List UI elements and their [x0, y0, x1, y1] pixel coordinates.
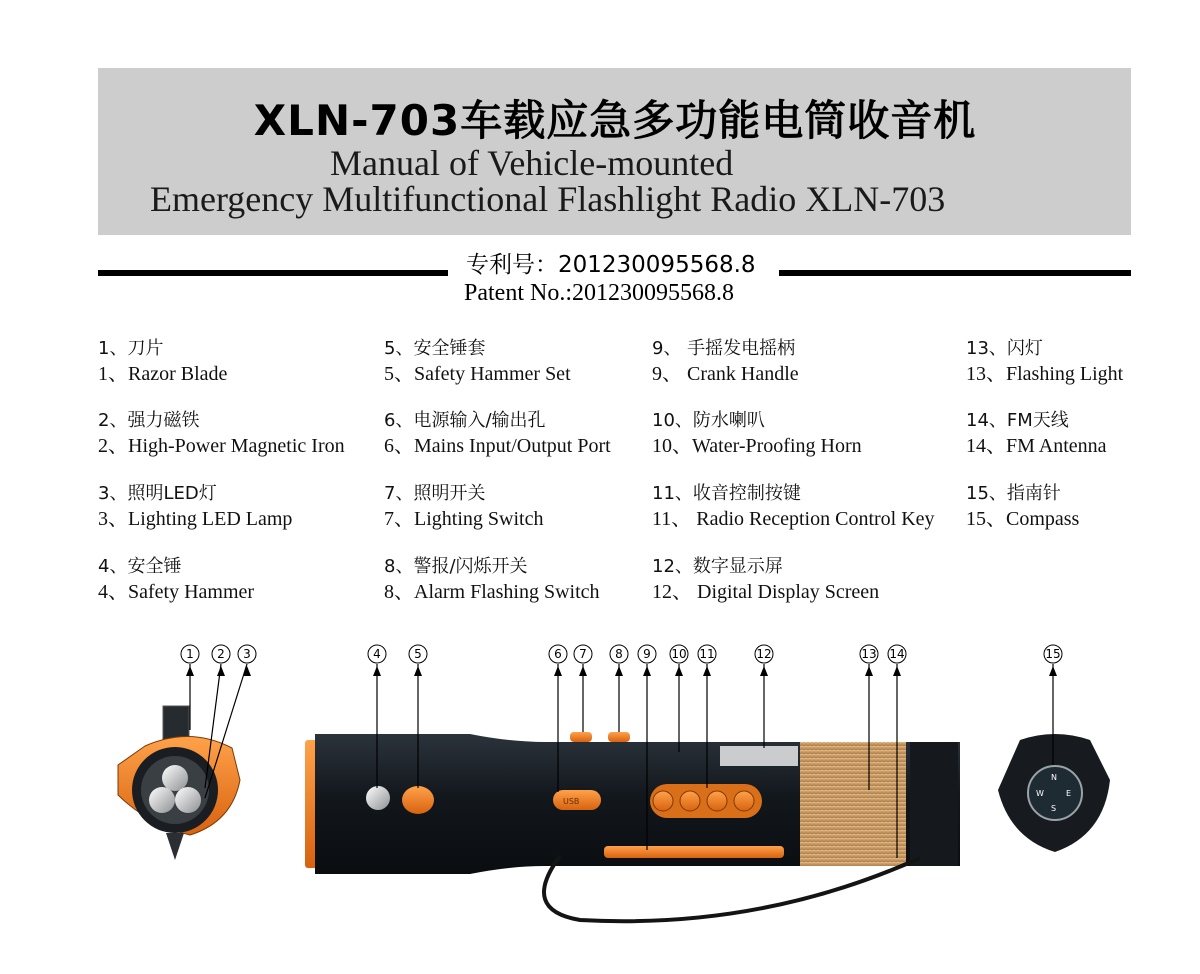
- arrow-head-icon: [217, 666, 225, 676]
- part-label-en: 13、Flashing Light: [966, 363, 1124, 385]
- callout-number: 4: [373, 647, 381, 661]
- part-label-en: 3、Lighting LED Lamp: [98, 508, 293, 530]
- radio-key[interactable]: [680, 791, 700, 811]
- part-label-cn: 6、电源输入/输出孔: [384, 410, 546, 431]
- compass-letter: N: [1051, 773, 1057, 782]
- patent-number-chinese: 专利号：201230095568.8: [466, 252, 756, 278]
- led-lamp-icon: [175, 787, 201, 813]
- part-label-en: 11、 Radio Reception Control Key: [652, 508, 935, 530]
- callout-number: 9: [643, 647, 651, 661]
- arrow-head-icon: [865, 666, 873, 676]
- part-5: [384, 336, 571, 386]
- part-label-en: 7、Lighting Switch: [384, 508, 544, 530]
- arrow-head-icon: [186, 666, 194, 676]
- part-label-cn: 9、 手摇发电摇柄: [652, 338, 796, 359]
- part-label-en: 14、FM Antenna: [966, 435, 1107, 457]
- arrow-head-icon: [615, 666, 623, 676]
- callout-12: [755, 645, 773, 748]
- part-label-cn: 2、强力磁铁: [98, 410, 200, 431]
- part-7: [384, 481, 543, 531]
- part-label-en: 6、Mains Input/Output Port: [384, 435, 611, 457]
- part-label-en: 2、High-Power Magnetic Iron: [98, 435, 345, 457]
- part-label-cn: 15、指南针: [966, 483, 1061, 504]
- part-8: [384, 554, 600, 604]
- title-english-line1: Manual of Vehicle-mounted: [330, 143, 734, 183]
- part-2: [98, 408, 345, 458]
- radio-key[interactable]: [707, 791, 727, 811]
- patent-number-english: Patent No.:201230095568.8: [464, 280, 734, 306]
- part-label-cn: 3、照明LED灯: [98, 483, 217, 504]
- safety-hammer-cover[interactable]: [402, 786, 434, 814]
- part-label-en: 12、 Digital Display Screen: [652, 581, 880, 603]
- part-9: [652, 336, 799, 386]
- callout-number: 11: [699, 647, 715, 661]
- part-12: [652, 554, 879, 604]
- arrow-head-icon: [675, 666, 683, 676]
- callout-number: 8: [615, 647, 623, 661]
- title-english-line2: Emergency Multifunctional Flashlight Radio XLN-703: [150, 179, 946, 219]
- part-4: [98, 554, 254, 604]
- part-14: [966, 408, 1107, 458]
- arrow-head-icon: [703, 666, 711, 676]
- radio-key[interactable]: [653, 791, 673, 811]
- compass-letter: W: [1036, 789, 1044, 798]
- part-label-cn: 13、闪灯: [966, 338, 1043, 359]
- part-label-cn: 11、收音控制按键: [652, 483, 801, 504]
- callout-number: 1: [186, 647, 194, 661]
- tail-view-compass: [998, 734, 1110, 852]
- led-lamp-icon: [162, 765, 188, 791]
- arrow-head-icon: [373, 666, 381, 676]
- patent-rule-left: [98, 270, 448, 276]
- callout-number: 14: [889, 647, 905, 661]
- alarm-switch-button[interactable]: [608, 732, 630, 742]
- arrow-head-icon: [579, 666, 587, 676]
- arrow-head-icon: [1049, 666, 1057, 676]
- glass-breaker-tip: [166, 833, 184, 860]
- knurled-grip: [800, 742, 906, 866]
- part-label-en: 8、Alarm Flashing Switch: [384, 581, 600, 603]
- part-label-en: 4、Safety Hammer: [98, 581, 255, 603]
- part-6: [384, 408, 611, 458]
- part-label-cn: 1、刀片: [98, 338, 164, 359]
- part-13: [966, 336, 1123, 386]
- tail-cap: [910, 742, 958, 866]
- part-11: [652, 481, 935, 531]
- arrow-head-icon: [760, 666, 768, 676]
- lighting-switch-button[interactable]: [570, 732, 592, 742]
- part-15: [966, 481, 1079, 531]
- callout-8: [610, 645, 628, 732]
- part-label-cn: 10、防水喇叭: [652, 410, 765, 431]
- callout-number: 12: [756, 647, 772, 661]
- radio-key[interactable]: [734, 791, 754, 811]
- callout-number: 7: [579, 647, 587, 661]
- part-label-cn: 7、照明开关: [384, 483, 486, 504]
- callout-number: 6: [554, 647, 562, 661]
- callout-number: 13: [861, 647, 877, 661]
- arrow-head-icon: [414, 666, 422, 676]
- led-lamp-icon: [149, 787, 175, 813]
- callout-7: [574, 645, 592, 732]
- usb-label: USB: [563, 797, 580, 806]
- patent-rule-right: [779, 270, 1131, 276]
- head-view-left: [118, 706, 240, 860]
- callout-number: 2: [217, 647, 225, 661]
- part-3: [98, 481, 292, 531]
- part-label-en: 9、 Crank Handle: [652, 363, 799, 385]
- part-label-cn: 8、警报/闪烁开关: [384, 556, 528, 577]
- flashlight-body: [305, 732, 960, 921]
- callout-number: 3: [243, 647, 251, 661]
- part-label-en: 15、Compass: [966, 508, 1080, 530]
- part-label-cn: 12、数字显示屏: [652, 556, 783, 577]
- part-1: [98, 336, 227, 386]
- title-chinese: XLN-703车载应急多功能电筒收音机: [253, 96, 977, 145]
- callout-number: 10: [671, 647, 687, 661]
- safety-hammer-button[interactable]: [366, 786, 390, 810]
- part-label-en: 10、Water-Proofing Horn: [652, 435, 862, 457]
- part-label-cn: 14、FM天线: [966, 410, 1069, 431]
- compass-letter: E: [1066, 789, 1072, 798]
- part-label-cn: 4、安全锤: [98, 556, 182, 577]
- part-10: [652, 408, 862, 458]
- product-diagram: [0, 630, 1200, 930]
- arrow-head-icon: [643, 666, 651, 676]
- arrow-head-icon: [554, 666, 562, 676]
- part-label-cn: 5、安全锤套: [384, 338, 486, 359]
- callout-number: 15: [1045, 647, 1061, 661]
- part-label-en: 1、Razor Blade: [98, 363, 228, 385]
- callout-number: 5: [414, 647, 422, 661]
- arrow-head-icon: [893, 666, 901, 676]
- callout-10: [670, 645, 688, 752]
- compass-letter: S: [1051, 804, 1057, 813]
- part-label-en: 5、Safety Hammer Set: [384, 363, 571, 385]
- crank-handle[interactable]: [604, 846, 784, 858]
- digital-display-screen: [720, 746, 798, 766]
